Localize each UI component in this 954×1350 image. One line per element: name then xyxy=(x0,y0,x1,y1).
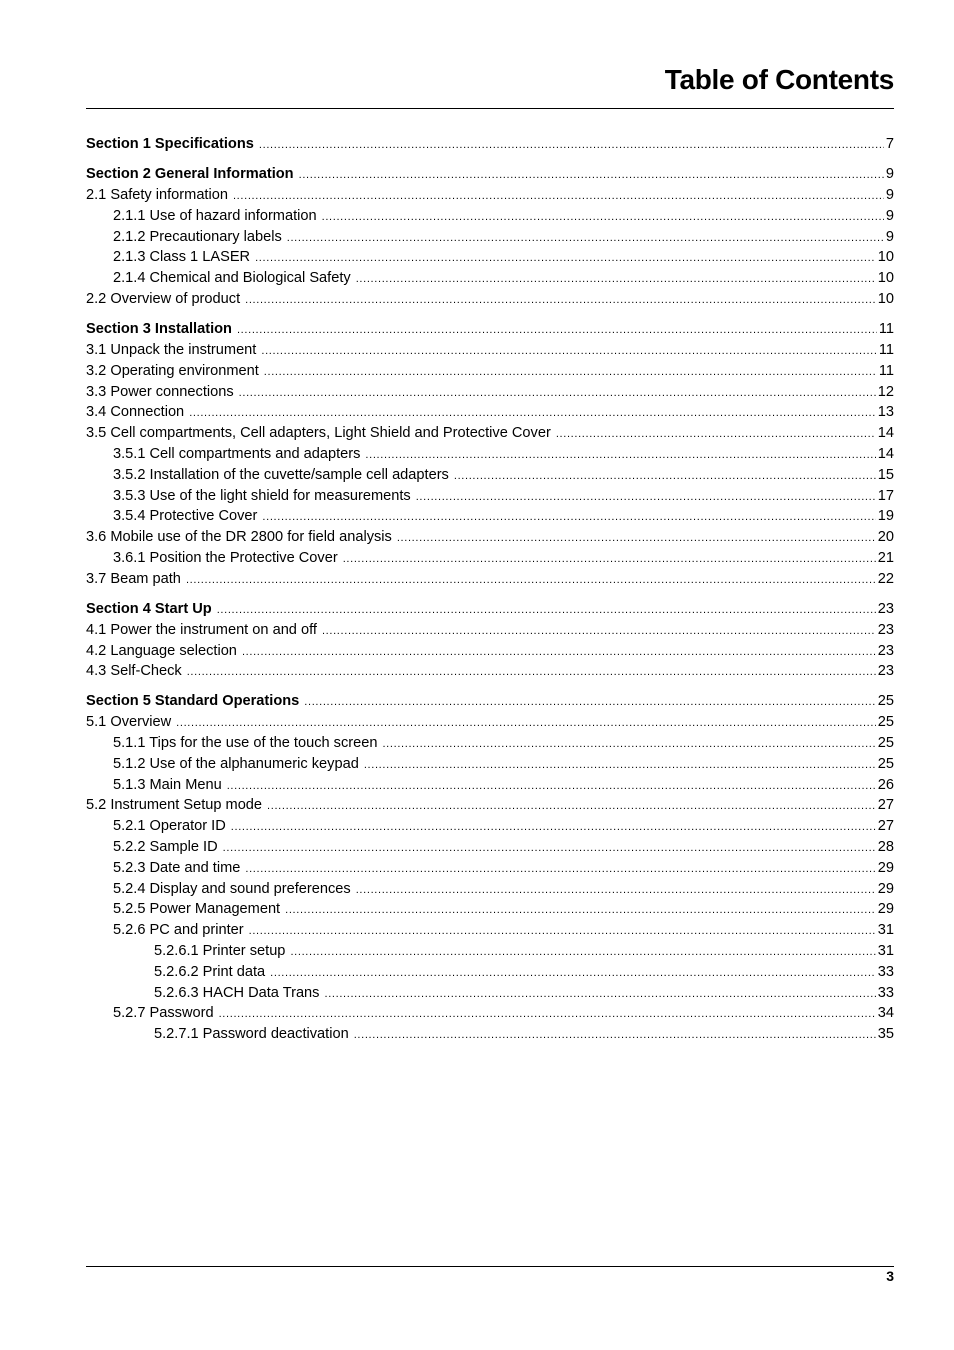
toc-entry-page: 25 xyxy=(877,735,894,752)
toc-entry-page: 20 xyxy=(877,529,894,546)
page-number: 3 xyxy=(886,1268,894,1284)
table-of-contents xyxy=(86,134,894,1045)
dot-leader xyxy=(187,661,876,683)
dot-leader xyxy=(556,423,876,445)
toc-section-entry[interactable] xyxy=(86,599,894,620)
toc-entry[interactable] xyxy=(86,1003,894,1024)
toc-entry-page: 26 xyxy=(877,776,894,793)
toc-entry-label: 4.1 Power the instrument on and off xyxy=(86,621,317,638)
toc-section-entry[interactable] xyxy=(86,164,894,185)
toc-entry-page: 23 xyxy=(877,642,894,659)
toc-entry-page: 25 xyxy=(877,714,894,731)
dot-leader xyxy=(397,527,876,549)
toc-entry[interactable] xyxy=(86,962,894,983)
dot-leader xyxy=(245,289,876,311)
toc-entry[interactable] xyxy=(86,941,894,962)
dot-leader xyxy=(356,879,876,901)
toc-entry[interactable] xyxy=(86,1024,894,1045)
dot-leader xyxy=(343,548,876,570)
toc-entry[interactable] xyxy=(86,733,894,754)
toc-entry-page: 27 xyxy=(877,818,894,835)
toc-entry[interactable] xyxy=(86,775,894,796)
dot-leader xyxy=(242,641,876,663)
toc-entry-page: 7 xyxy=(885,136,894,152)
toc-entry[interactable] xyxy=(86,227,894,248)
toc-entry[interactable] xyxy=(86,816,894,837)
toc-entry-label: 2.1.1 Use of hazard information xyxy=(113,207,317,224)
dot-leader xyxy=(189,402,876,424)
dot-leader xyxy=(223,837,876,859)
toc-entry-label: 4.2 Language selection xyxy=(86,642,237,659)
toc-entry[interactable] xyxy=(86,661,894,682)
toc-entry-label: 5.1.2 Use of the alphanumeric keypad xyxy=(113,755,359,772)
toc-entry-page: 22 xyxy=(877,570,894,587)
toc-entry-page: 33 xyxy=(877,963,894,980)
toc-entry-page: 19 xyxy=(877,508,894,525)
dot-leader xyxy=(454,465,876,487)
toc-entry-label: 2.1.2 Precautionary labels xyxy=(113,228,282,245)
dot-leader xyxy=(233,185,884,207)
toc-entry-label: Section 4 Start Up xyxy=(86,600,212,617)
dot-leader xyxy=(245,858,875,880)
footer-divider xyxy=(86,1266,894,1267)
dot-leader xyxy=(322,206,884,228)
toc-entry[interactable] xyxy=(86,289,894,310)
toc-entry[interactable] xyxy=(86,620,894,641)
dot-leader xyxy=(249,920,876,942)
toc-entry-label: 3.1 Unpack the instrument xyxy=(86,341,257,358)
toc-entry[interactable] xyxy=(86,423,894,444)
toc-entry[interactable] xyxy=(86,465,894,486)
toc-entry-page: 25 xyxy=(877,755,894,772)
toc-section-entry[interactable] xyxy=(86,319,894,340)
toc-entry-page: 29 xyxy=(877,880,894,897)
toc-entry-label: 3.5 Cell compartments, Cell adapters, Light Shield and Protective Cover xyxy=(86,425,551,442)
toc-entry[interactable] xyxy=(86,712,894,733)
dot-leader xyxy=(261,340,876,362)
toc-entry-page: 23 xyxy=(877,663,894,680)
dot-leader xyxy=(270,962,876,984)
toc-entry-label: 3.5.4 Protective Cover xyxy=(113,508,258,525)
toc-entry-page: 23 xyxy=(877,621,894,638)
dot-leader xyxy=(364,754,876,776)
toc-entry-label: 5.2.6.1 Printer setup xyxy=(154,943,286,960)
toc-entry[interactable] xyxy=(86,641,894,662)
toc-entry-label: 3.5.1 Cell compartments and adapters xyxy=(113,445,361,462)
toc-entry-page: 14 xyxy=(877,425,894,442)
toc-entry[interactable] xyxy=(86,899,894,920)
toc-entry-label: 2.1.3 Class 1 LASER xyxy=(113,249,251,266)
toc-entry-page: 33 xyxy=(877,984,894,1001)
dot-leader xyxy=(290,941,875,963)
dot-leader xyxy=(217,599,876,621)
toc-entry-label: 5.2.6.2 Print data xyxy=(154,963,266,980)
toc-entry[interactable] xyxy=(86,486,894,507)
toc-entry[interactable] xyxy=(86,185,894,206)
toc-entry-label: 3.3 Power connections xyxy=(86,383,234,400)
toc-entry-label: 5.2.6.3 HACH Data Trans xyxy=(154,984,320,1001)
toc-entry-page: 25 xyxy=(877,693,894,710)
toc-entry[interactable] xyxy=(86,858,894,879)
dot-leader xyxy=(264,361,877,383)
toc-entry-page: 9 xyxy=(885,166,894,183)
toc-entry-label: 5.2.6 PC and printer xyxy=(113,922,244,939)
toc-entry[interactable] xyxy=(86,837,894,858)
toc-entry-label: 5.2.4 Display and sound preferences xyxy=(113,880,351,897)
toc-entry-label: 3.4 Connection xyxy=(86,404,185,421)
dot-leader xyxy=(287,227,884,249)
dot-leader xyxy=(176,712,876,734)
toc-entry-page: 27 xyxy=(877,797,894,814)
page-title: Table of Contents xyxy=(664,64,894,95)
toc-entry-label: 3.2 Operating environment xyxy=(86,362,259,379)
toc-entry-page: 10 xyxy=(877,270,894,287)
toc-entry-label: 2.1 Safety information xyxy=(86,186,228,203)
toc-entry[interactable] xyxy=(86,527,894,548)
toc-entry-page: 9 xyxy=(885,186,894,203)
dot-leader xyxy=(322,620,876,642)
dot-leader xyxy=(416,486,876,508)
dot-leader xyxy=(237,319,877,341)
toc-entry-label: 5.1.3 Main Menu xyxy=(113,776,222,793)
toc-entry-page: 12 xyxy=(877,383,894,400)
toc-entry[interactable] xyxy=(86,382,894,403)
toc-entry-page: 11 xyxy=(878,362,894,379)
dot-leader xyxy=(304,691,875,713)
dot-leader xyxy=(382,733,875,755)
dot-leader xyxy=(186,569,876,591)
toc-entry-label: 3.6 Mobile use of the DR 2800 for field analysis xyxy=(86,529,392,546)
toc-entry-page: 9 xyxy=(885,228,894,245)
toc-entry[interactable] xyxy=(86,795,894,816)
dot-leader xyxy=(255,247,876,269)
dot-leader xyxy=(227,775,876,797)
toc-entry[interactable] xyxy=(86,983,894,1004)
toc-entry[interactable] xyxy=(86,548,894,569)
toc-entry-page: 29 xyxy=(877,859,894,876)
toc-entry[interactable] xyxy=(86,920,894,941)
toc-entry-page: 13 xyxy=(877,404,894,421)
toc-entry-page: 21 xyxy=(877,549,894,566)
toc-entry[interactable] xyxy=(86,340,894,361)
dot-leader xyxy=(285,899,876,921)
toc-entry-label: 5.2.5 Power Management xyxy=(113,901,281,918)
toc-entry-label: 3.6.1 Position the Protective Cover xyxy=(113,549,338,566)
toc-entry[interactable] xyxy=(86,569,894,590)
dot-leader xyxy=(262,506,875,528)
toc-entry-page: 11 xyxy=(878,321,894,338)
toc-entry-page: 17 xyxy=(877,487,894,504)
toc-entry-label: Section 3 Installation xyxy=(86,321,232,338)
toc-entry-label: 3.5.2 Installation of the cuvette/sample cell adapters xyxy=(113,466,449,483)
dot-leader xyxy=(354,1024,876,1046)
toc-entry[interactable] xyxy=(86,402,894,423)
toc-entry-page: 29 xyxy=(877,901,894,918)
toc-entry[interactable] xyxy=(86,247,894,268)
toc-entry[interactable] xyxy=(86,268,894,289)
toc-entry-page: 28 xyxy=(877,839,894,856)
toc-entry-label: 3.5.3 Use of the light shield for measurements xyxy=(113,487,411,504)
toc-entry-page: 23 xyxy=(877,600,894,617)
toc-entry-page: 11 xyxy=(878,341,894,358)
dot-leader xyxy=(239,382,876,404)
toc-entry-page: 14 xyxy=(877,445,894,462)
toc-entry-label: Section 5 Standard Operations xyxy=(86,693,300,710)
dot-leader xyxy=(259,134,884,156)
dot-leader xyxy=(267,795,876,817)
toc-entry-page: 31 xyxy=(877,922,894,939)
header-divider xyxy=(86,108,894,109)
dot-leader xyxy=(219,1003,876,1025)
toc-section-entry[interactable] xyxy=(86,134,894,155)
toc-entry-page: 15 xyxy=(877,466,894,483)
toc-entry-label: 5.2.3 Date and time xyxy=(113,859,241,876)
dot-leader xyxy=(299,164,884,186)
dot-leader xyxy=(356,268,876,290)
toc-entry-label: 5.2.1 Operator ID xyxy=(113,818,226,835)
toc-entry-label: 5.1.1 Tips for the use of the touch screen xyxy=(113,735,378,752)
toc-entry-label: 5.2 Instrument Setup mode xyxy=(86,797,263,814)
toc-entry-page: 9 xyxy=(885,207,894,224)
toc-entry-label: 3.7 Beam path xyxy=(86,570,181,587)
toc-entry[interactable] xyxy=(86,879,894,900)
toc-entry-page: 10 xyxy=(877,290,894,307)
toc-section-entry[interactable] xyxy=(86,691,894,712)
dot-leader xyxy=(231,816,876,838)
dot-leader xyxy=(365,444,875,466)
toc-entry[interactable] xyxy=(86,754,894,775)
toc-entry-label: 2.1.4 Chemical and Biological Safety xyxy=(113,270,351,287)
toc-entry-page: 10 xyxy=(877,249,894,266)
toc-entry-label: Section 1 Specifications xyxy=(86,136,254,152)
toc-entry-label: 5.2.2 Sample ID xyxy=(113,839,218,856)
toc-entry-label: 5.2.7 Password xyxy=(113,1005,214,1022)
toc-entry-label: 2.2 Overview of product xyxy=(86,290,241,307)
toc-entry-page: 31 xyxy=(877,943,894,960)
toc-entry-label: 5.1 Overview xyxy=(86,714,172,731)
dot-leader xyxy=(324,983,875,1005)
toc-entry-page: 34 xyxy=(877,1005,894,1022)
toc-entry-label: 5.2.7.1 Password deactivation xyxy=(154,1026,349,1043)
toc-entry[interactable] xyxy=(86,506,894,527)
toc-entry[interactable] xyxy=(86,206,894,227)
toc-entry[interactable] xyxy=(86,444,894,465)
toc-entry-label: Section 2 General Information xyxy=(86,166,294,183)
toc-entry[interactable] xyxy=(86,361,894,382)
toc-entry-page: 35 xyxy=(877,1026,894,1043)
toc-entry-label: 4.3 Self-Check xyxy=(86,663,182,680)
